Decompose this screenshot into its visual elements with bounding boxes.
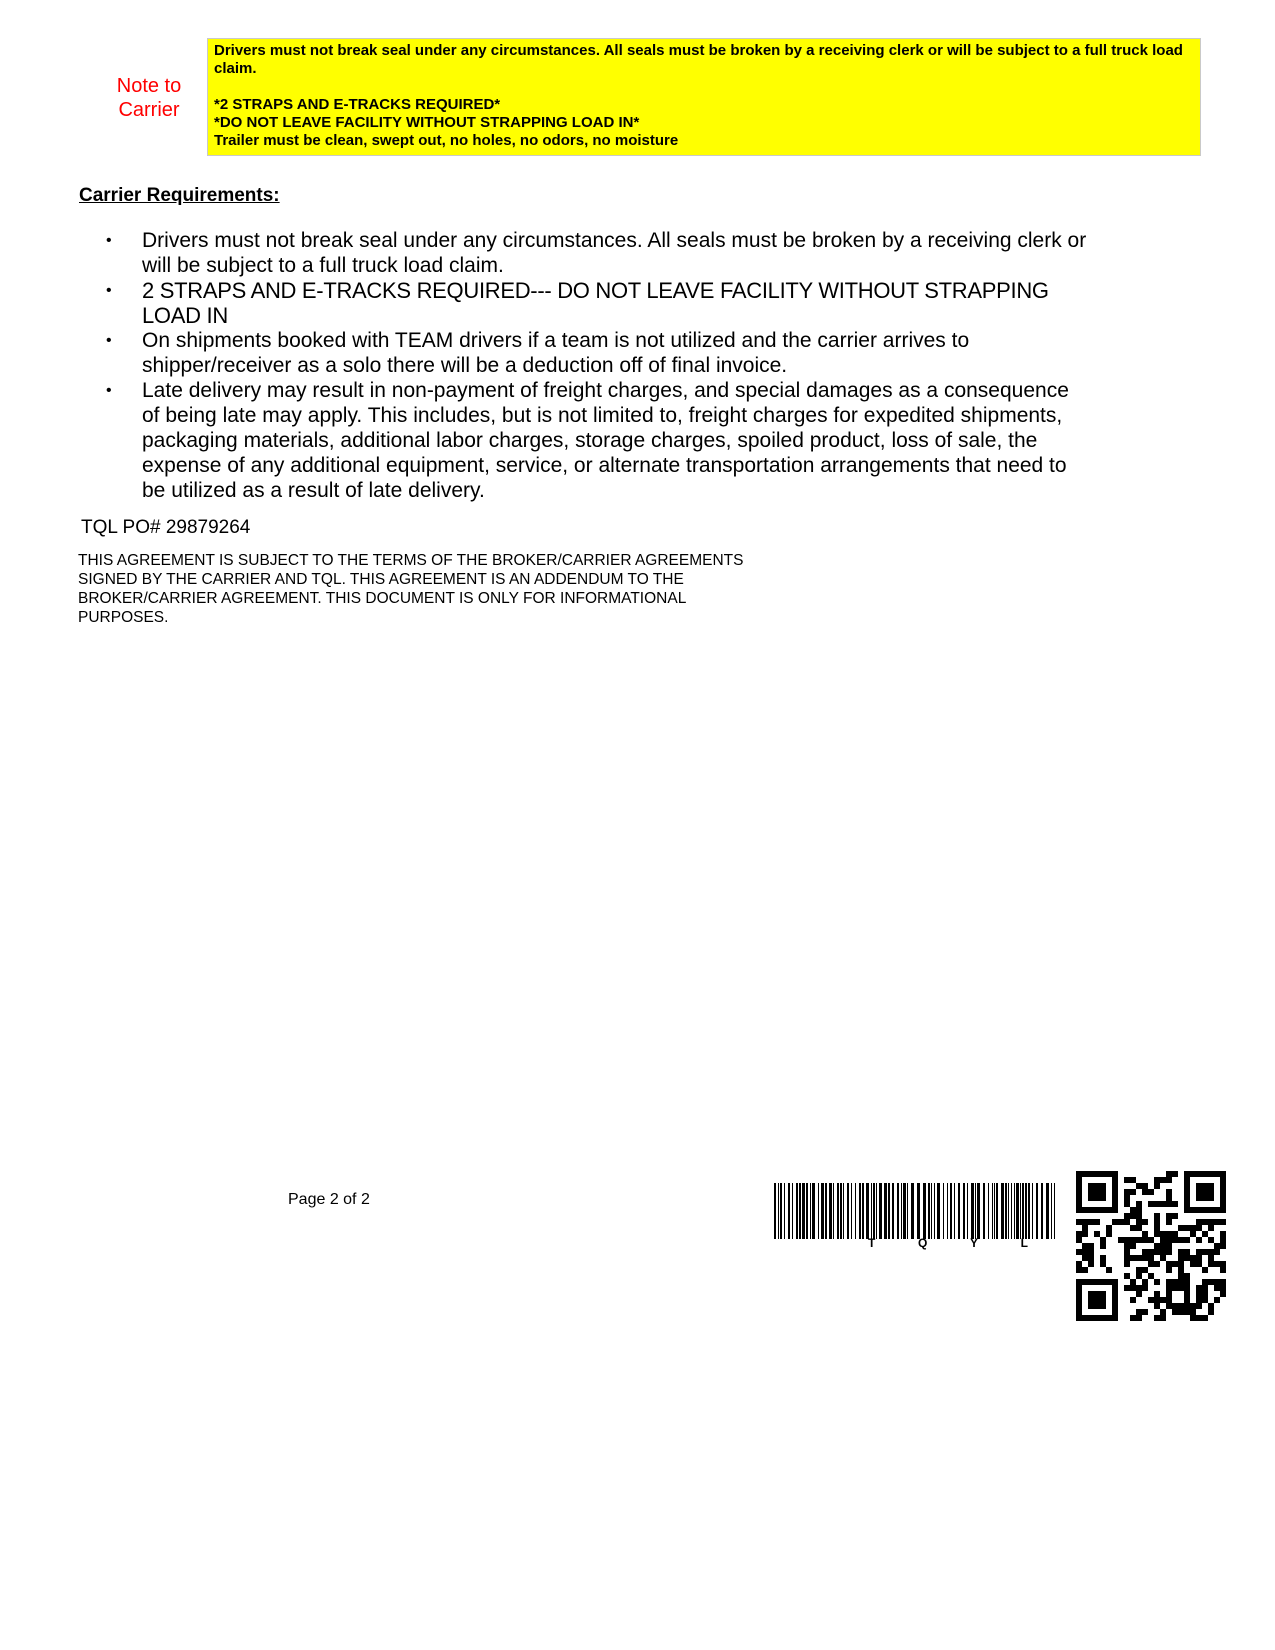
- bullet-icon: •: [106, 332, 112, 349]
- carrier-requirements-heading: Carrier Requirements:: [79, 185, 280, 206]
- note-to-carrier-label: [100, 74, 198, 122]
- list-item: • Late delivery may result in non-payment of freight charges, and special damages as a consequence of being late may apply. This includes, but is not limited to, freight charges for expedited shipments, packaging materials, additional labor charges, storage charges, spoiled product, loss of sale, the expense of any additional equipment, service, or alternate transportation arrangements that need to be utilized as a result of late delivery.: [106, 379, 1069, 502]
- agreement-text: THIS AGREEMENT IS SUBJECT TO THE TERMS OF THE BROKER/CARRIER AGREEMENTS SIGNED BY THE CARRIER AND TQL. THIS AGREEMENT IS AN ADDENDUM TO THE BROKER/CARRIER AGREEMENT. THIS DOCUMENT IS ONLY FOR INFORMATIONAL PURPOSES.: [78, 552, 744, 626]
- note-label-line1: Note to: [116, 75, 182, 97]
- bullet-icon: •: [106, 232, 112, 249]
- carrier-requirements-list: [100, 228, 1090, 503]
- note-label-line2: Carrier: [118, 99, 180, 121]
- barcode-char: L: [1020, 1236, 1028, 1250]
- barcode-text: [868, 1236, 1028, 1250]
- barcode-char: T: [868, 1236, 876, 1250]
- note-to-carrier-box: [207, 38, 1201, 156]
- list-item: • On shipments booked with TEAM drivers if a team is not utilized and the carrier arrives to shipper/receiver as a solo there will be a deduction off of final invoice.: [106, 329, 970, 377]
- list-item: • 2 STRAPS AND E-TRACKS REQUIRED--- DO NOT LEAVE FACILITY WITHOUT STRAPPING LOAD IN: [106, 278, 1049, 328]
- bullet-icon: •: [106, 382, 112, 399]
- list-item: • Drivers must not break seal under any circumstances. All seals must be broken by a receiving clerk or will be subject to a full truck load claim.: [106, 229, 1087, 277]
- qr-code-icon: [1076, 1171, 1226, 1321]
- po-number: TQL PO# 29879264: [81, 517, 251, 538]
- note-line-seal: Drivers must not break seal under any circumstances. All seals must be broken by a receiving clerk or will be subject to a full truck load claim.: [214, 42, 1183, 77]
- note-line-trailer: Trailer must be clean, swept out, no holes, no odors, no moisture: [214, 132, 679, 149]
- note-line-strapping: *DO NOT LEAVE FACILITY WITHOUT STRAPPING LOAD IN*: [214, 114, 640, 131]
- page-number: Page 2 of 2: [288, 1191, 370, 1208]
- barcode-char: Q: [917, 1236, 928, 1250]
- note-line-straps: *2 STRAPS AND E-TRACKS REQUIRED*: [214, 96, 501, 113]
- bullet-icon: •: [106, 282, 112, 299]
- barcode-char: Y: [969, 1236, 978, 1250]
